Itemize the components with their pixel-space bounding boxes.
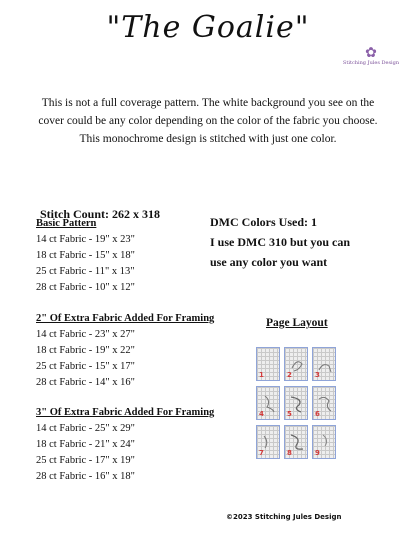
fabric-row: 18 ct Fabric - 21" x 24": [36, 439, 135, 450]
section-heading: 3" Of Extra Fabric Added For Framing: [36, 407, 215, 418]
brand-logo: [340, 46, 402, 80]
pattern-page-thumb: [312, 425, 336, 459]
page-number: 9: [315, 449, 320, 457]
pattern-page-thumb: [312, 386, 336, 420]
page-layout-grid: [256, 347, 336, 459]
section-basic-pattern: [36, 218, 135, 296]
flourish-icon: ✿: [365, 45, 377, 61]
fabric-row: 25 ct Fabric - 11" x 13": [36, 266, 135, 277]
dmc-line-1: DMC Colors Used: 1: [210, 215, 317, 229]
fabric-row: 18 ct Fabric - 15" x 18": [36, 250, 135, 261]
logo-text: Stitching Jules Design: [342, 60, 400, 66]
page-title: "The Goalie": [106, 10, 310, 45]
fabric-row: 28 ct Fabric - 10" x 12": [36, 282, 135, 293]
page-layout-title: Page Layout: [266, 317, 328, 329]
page-number: 2: [287, 371, 292, 379]
fabric-row: 28 ct Fabric - 14" x 16": [36, 377, 135, 388]
page-number: 4: [259, 410, 264, 418]
section-2in-framing: [36, 313, 214, 391]
fabric-row: 14 ct Fabric - 23" x 27": [36, 329, 135, 340]
section-3in-framing: [36, 407, 214, 485]
fabric-row: 25 ct Fabric - 17" x 19": [36, 455, 135, 466]
fabric-row: 25 ct Fabric - 15" x 17": [36, 361, 135, 372]
page-number: 6: [315, 410, 320, 418]
section-heading: 2" Of Extra Fabric Added For Framing: [36, 313, 215, 324]
pattern-page-thumb: [284, 347, 308, 381]
section-heading: Basic Pattern: [36, 218, 97, 229]
fabric-row: 28 ct Fabric - 16" x 18": [36, 471, 135, 482]
pattern-page-thumb: [256, 347, 280, 381]
dmc-line-2: I use DMC 310 but you can: [210, 235, 351, 249]
pattern-page-thumb: [312, 347, 336, 381]
page-number: 7: [259, 449, 264, 457]
intro-paragraph: This is not a full coverage pattern. The white background you see on the cover could be any color depending on the color of the fabric you choose. This monochrome design is stitched with just one color.: [38, 97, 378, 145]
dmc-line-3: use any color you want: [210, 255, 328, 269]
pattern-page-thumb: [256, 425, 280, 459]
fabric-row: 14 ct Fabric - 25" x 29": [36, 423, 135, 434]
pattern-page-thumb: [284, 425, 308, 459]
pattern-page-thumb: [256, 386, 280, 420]
fabric-row: 18 ct Fabric - 19" x 22": [36, 345, 135, 356]
dmc-colors: [210, 212, 350, 272]
page-number: 3: [315, 371, 320, 379]
stitch-count: Stitch Count: 262 x 318: [40, 207, 161, 221]
page-number: 1: [259, 371, 264, 379]
copyright-footer: ©2023 Stitching Jules Design: [226, 513, 342, 521]
fabric-row: 14 ct Fabric - 19" x 23": [36, 234, 135, 245]
pattern-page-thumb: [284, 386, 308, 420]
page-number: 8: [287, 449, 292, 457]
page-number: 5: [287, 410, 292, 418]
